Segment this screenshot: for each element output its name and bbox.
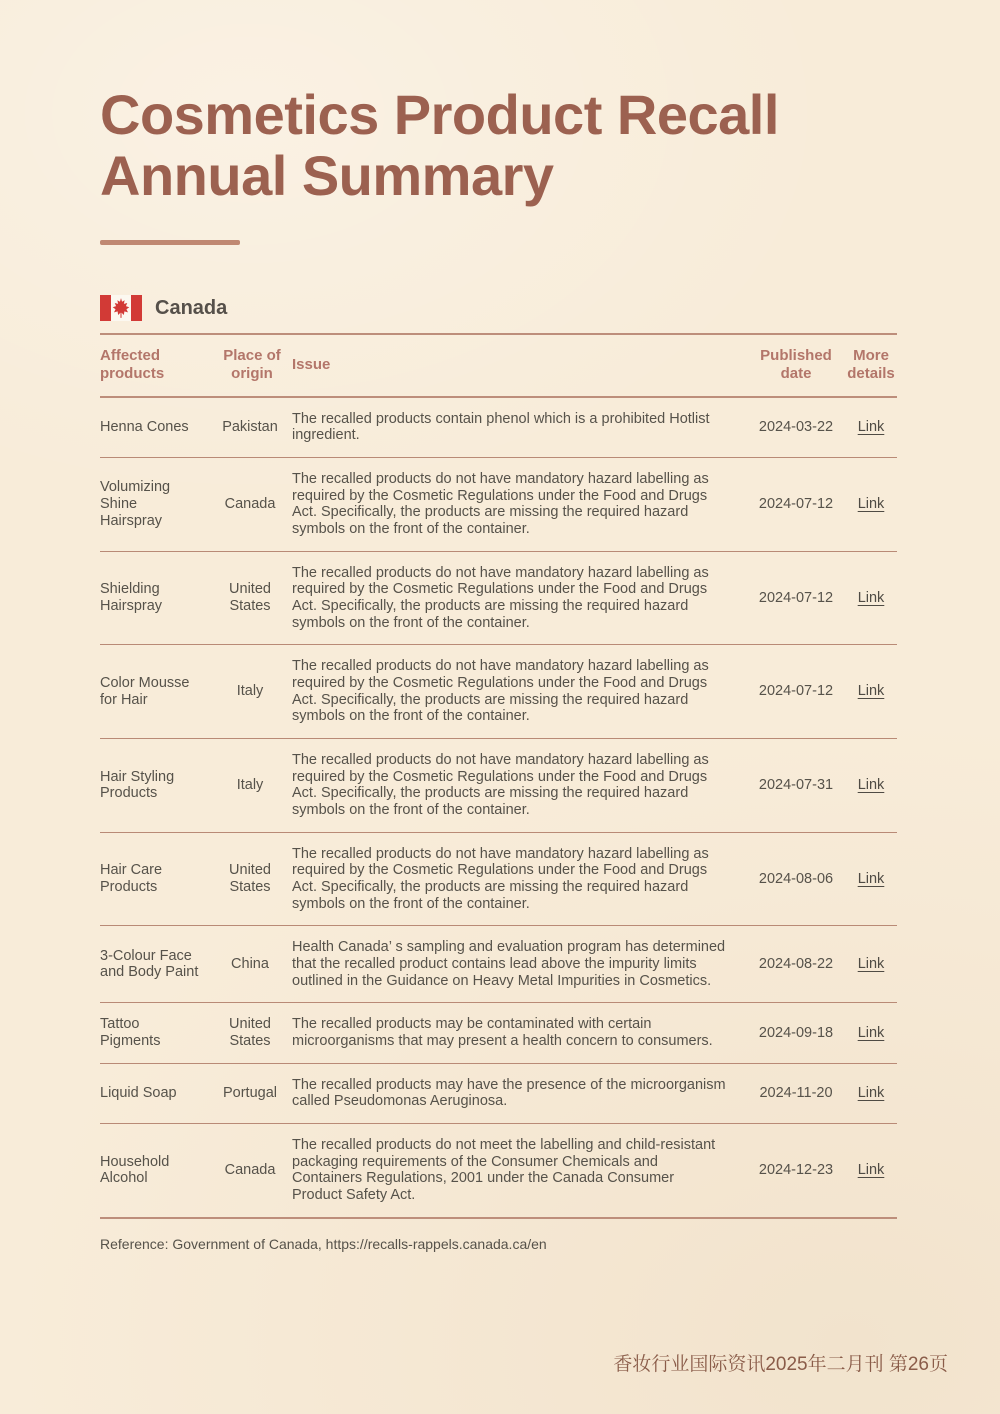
published-date-cell: 2024-07-12 [747,551,845,645]
details-link[interactable]: Link [857,418,885,435]
issue-cell: Health Canada’ s sampling and evaluation program has determined that the recalled product contains lead above the impurity limits outlined in the Guidance on Heavy Metal Impurities in Cosmetics. [292,926,747,1003]
place-of-origin-cell: China [212,926,292,1003]
issue-cell: The recalled products do not have mandatory hazard labelling as required by the Cosmetic Regulations under the Food and Drugs Act. Specifically, the products are missing the required hazard symbols on the front of the container. [292,551,747,645]
issue-cell: The recalled products contain phenol which is a prohibited Hotlist ingredient. [292,397,747,458]
more-details-cell [845,645,897,739]
place-of-origin-cell: United States [212,551,292,645]
place-of-origin-cell: United States [212,832,292,926]
published-date-cell: 2024-07-12 [747,457,845,551]
details-link[interactable]: Link [857,1085,885,1102]
column-header-published-date: Published date [747,334,845,397]
affected-product-cell: Liquid Soap [100,1063,212,1123]
affected-product-cell: Tattoo Pigments [100,1003,212,1063]
recall-table [100,333,897,1219]
details-link[interactable]: Link [857,777,885,793]
published-date-cell: 2024-09-18 [747,1003,845,1063]
more-details-cell [845,832,897,926]
table-row [100,457,897,551]
country-section-header [100,295,900,321]
issue-cell: The recalled products do not have mandatory hazard labelling as required by the Cosmetic Regulations under the Food and Drugs Act. Specifically, the products are missing the required hazard symbols on the front of the container. [292,645,747,739]
more-details-cell [845,457,897,551]
table-row [100,926,897,1003]
affected-product-cell: Shielding Hairspray [100,551,212,645]
more-details-cell [845,1063,897,1123]
page-title-line2: Annual Summary [100,144,554,207]
published-date-cell: 2024-12-23 [747,1124,845,1218]
more-details-cell [845,926,897,1003]
affected-product-cell: Hair Styling Products [100,739,212,833]
column-header-more-details: More details [845,334,897,397]
details-link[interactable]: Link [857,870,885,887]
published-date-cell: 2024-07-31 [747,739,845,833]
details-link[interactable]: Link [857,956,885,973]
table-row [100,1124,897,1218]
published-date-cell: 2024-07-12 [747,645,845,739]
country-label: Canada [155,296,228,319]
more-details-cell [845,397,897,458]
page-footer-label: 香妆行业国际资讯2025年二月刊 第26页 [613,1354,948,1375]
place-of-origin-cell: Pakistan [212,397,292,458]
affected-product-cell: 3-Colour Face and Body Paint [100,926,212,1003]
affected-product-cell: Hair Care Products [100,832,212,926]
column-header-place-of-origin: Place of origin [212,334,292,397]
title-underline-bar [100,240,240,245]
place-of-origin-cell: Italy [212,645,292,739]
published-date-cell: 2024-08-22 [747,926,845,1003]
table-row [100,397,897,458]
details-link[interactable]: Link [857,683,885,700]
canada-flag-icon [100,295,142,321]
table-row [100,1063,897,1123]
place-of-origin-cell: Canada [212,457,292,551]
place-of-origin-cell: Canada [212,1124,292,1218]
published-date-cell: 2024-11-20 [747,1063,845,1123]
issue-cell: The recalled products may be contaminated with certain microorganisms that may present a health concern to consumers. [292,1003,747,1063]
affected-product-cell: Household Alcohol [100,1124,212,1218]
page-title [100,84,900,206]
recall-table-body [100,397,897,1218]
details-link[interactable]: Link [857,1162,885,1179]
table-row [100,645,897,739]
column-header-issue: Issue [292,334,747,397]
table-header-row [100,334,897,397]
issue-cell: The recalled products do not have mandatory hazard labelling as required by the Cosmetic Regulations under the Food and Drugs Act. Specifically, the products are missing the required hazard symbols on the front of the container. [292,832,747,926]
column-header-affected-products: Affected products [100,334,212,397]
page-title-line1: Cosmetics Product Recall [100,83,779,146]
issue-cell: The recalled products do not have mandatory hazard labelling as required by the Cosmetic Regulations under the Food and Drugs Act. Specifically, the products are missing the required hazard symbols on the front of the container. [292,457,747,551]
details-link[interactable]: Link [857,589,885,606]
affected-product-cell: Volumizing Shine Hairspray [100,457,212,551]
issue-cell: The recalled products do not meet the labelling and child-resistant packaging requirements of the Consumer Chemicals and Containers Regulations, 2001 under the Canada Consumer Product Safety Act. [292,1124,747,1218]
more-details-cell [845,1124,897,1218]
affected-product-cell: Color Mousse for Hair [100,645,212,739]
table-row [100,739,897,833]
table-row [100,832,897,926]
details-link[interactable]: Link [857,1024,885,1041]
affected-product-cell: Henna Cones [100,397,212,458]
place-of-origin-cell: Italy [212,739,292,833]
more-details-cell [845,739,897,833]
issue-cell: The recalled products may have the presence of the microorganism called Pseudomonas Aeruginosa. [292,1063,747,1123]
table-row [100,551,897,645]
table-row [100,1003,897,1063]
place-of-origin-cell: Portugal [212,1063,292,1123]
place-of-origin-cell: United States [212,1003,292,1063]
issue-cell: The recalled products do not have mandatory hazard labelling as required by the Cosmetic Regulations under the Food and Drugs Act. Specifically, the products are missing the required hazard symbols on the front of the container. [292,739,747,833]
more-details-cell [845,1003,897,1063]
published-date-cell: 2024-08-06 [747,832,845,926]
details-link[interactable]: Link [857,495,885,512]
published-date-cell: 2024-03-22 [747,397,845,458]
more-details-cell [845,551,897,645]
reference-note: Reference: Government of Canada, https://recalls-rappels.canada.ca/en [100,1235,547,1252]
